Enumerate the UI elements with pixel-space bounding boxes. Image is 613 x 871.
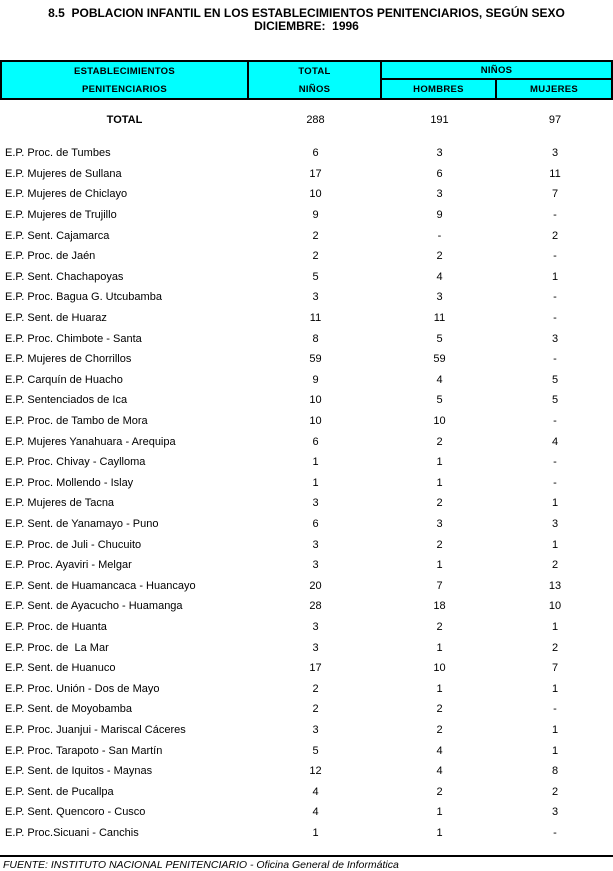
establishment-name-cell: E.P. Sent. Chachapoyas — [5, 270, 124, 283]
total-ninos-cell: 1 — [312, 456, 319, 469]
table-row — [0, 411, 613, 432]
mujeres-cell: 11 — [549, 167, 561, 180]
total-row-mujeres-value: 97 — [548, 113, 562, 126]
table-row — [0, 740, 613, 761]
hombres-cell: 2 — [436, 497, 443, 510]
establishment-name-cell: E.P. Proc. de Tambo de Mora — [5, 415, 148, 428]
hombres-cell: 2 — [436, 785, 443, 798]
mujeres-cell: 10 — [548, 600, 562, 613]
table-header — [0, 60, 613, 100]
total-ninos-cell: 10 — [309, 394, 322, 407]
table-row — [0, 308, 613, 329]
page-title-line1: 8.5 POBLACION INFANTIL EN LOS ESTABLECIMIENTOS PENITENCIARIOS, SEGÚN SEXO — [48, 6, 565, 20]
total-ninos-cell: 11 — [309, 312, 322, 325]
total-ninos-cell: 2 — [312, 703, 319, 716]
mujeres-cell: 3 — [551, 147, 559, 160]
total-ninos-cell: 9 — [312, 209, 319, 222]
total-ninos-cell: 10 — [309, 188, 322, 201]
mujeres-cell: 4 — [551, 435, 559, 448]
establishment-name-cell: E.P. Proc. Bagua G. Utcubamba — [5, 291, 162, 304]
establishment-name-cell: E.P. Proc. de La Mar — [5, 641, 109, 654]
establishment-name-cell: E.P. Sent. Cajamarca — [5, 229, 110, 242]
table-row — [0, 534, 613, 555]
hombres-cell: 2 — [436, 620, 443, 633]
hombres-cell: 4 — [436, 744, 443, 757]
total-ninos-cell: 28 — [309, 600, 322, 613]
mujeres-cell: 2 — [551, 559, 559, 572]
hombres-cell: 1 — [436, 476, 443, 489]
table-row — [0, 349, 613, 370]
column-header-establecimientos-line1: ESTABLECIMIENTOS — [73, 65, 176, 77]
mujeres-cell: 2 — [551, 229, 559, 242]
total-ninos-cell: 3 — [312, 559, 319, 572]
hombres-cell: 1 — [436, 826, 443, 839]
table-row — [0, 555, 613, 576]
hombres-cell: 3 — [436, 188, 443, 201]
table-row — [0, 596, 613, 617]
total-ninos-cell: 10 — [309, 415, 322, 428]
establishment-name-cell: E.P. Sent. de Iquitos - Maynas — [5, 765, 153, 778]
hombres-cell: 1 — [436, 682, 443, 695]
total-ninos-cell: 17 — [309, 167, 322, 180]
mujeres-cell: 5 — [551, 394, 559, 407]
total-ninos-cell: 3 — [312, 538, 319, 551]
hombres-cell: 1 — [436, 641, 443, 654]
establishment-name-cell: E.P. Proc. Unión - Dos de Mayo — [5, 682, 160, 695]
establishment-name-cell: E.P. Proc. Tarapoto - San Martín — [5, 744, 163, 757]
hombres-cell: 2 — [436, 250, 443, 263]
hombres-cell: 6 — [436, 167, 443, 180]
hombres-cell: 59 — [433, 353, 446, 366]
table-row — [0, 452, 613, 473]
hombres-cell: 2 — [436, 723, 443, 736]
establishment-name-cell: E.P. Sent. de Huaraz — [5, 312, 107, 325]
mujeres-cell: - — [553, 312, 557, 325]
establishment-name-cell: E.P. Mujeres de Sullana — [5, 167, 122, 180]
total-row-label: TOTAL — [106, 113, 143, 126]
table-row — [0, 493, 613, 514]
establishment-name-cell: E.P. Mujeres Yanahuara - Arequipa — [5, 435, 176, 448]
total-ninos-cell: 5 — [312, 744, 319, 757]
total-ninos-cell: 1 — [312, 826, 319, 839]
table-row — [0, 514, 613, 535]
mujeres-cell: 1 — [551, 538, 559, 551]
page-title — [0, 0, 613, 33]
establishment-name-cell: E.P. Sent. de Yanamayo - Puno — [5, 517, 159, 530]
mujeres-cell: - — [553, 415, 557, 428]
table-row — [0, 267, 613, 288]
mujeres-cell: 13 — [548, 579, 562, 592]
establishment-name-cell: E.P. Sentenciados de Ica — [5, 394, 128, 407]
total-ninos-cell: 3 — [312, 723, 319, 736]
total-ninos-cell: 3 — [312, 497, 319, 510]
table-row — [0, 699, 613, 720]
establishment-name-cell: E.P. Proc. Chimbote - Santa — [5, 332, 142, 345]
total-row-total-value: 288 — [306, 113, 325, 126]
mujeres-cell: - — [553, 456, 557, 469]
hombres-cell: 4 — [436, 373, 443, 386]
total-ninos-cell: 3 — [312, 291, 319, 304]
total-ninos-cell: 4 — [312, 785, 319, 798]
mujeres-cell: - — [553, 476, 557, 489]
table-row — [0, 143, 613, 164]
table-row — [0, 390, 613, 411]
column-header-hombres: HOMBRES — [382, 80, 497, 98]
table-row — [0, 184, 613, 205]
hombres-cell: 3 — [436, 291, 443, 304]
table-row — [0, 637, 613, 658]
table-row — [0, 761, 613, 782]
establishment-name-cell: E.P. Mujeres de Chorrillos — [5, 353, 132, 366]
table-row — [0, 225, 613, 246]
mujeres-cell: 1 — [551, 620, 559, 633]
establishment-name-cell: E.P. Sent. de Huanuco — [5, 662, 116, 675]
column-header-total-line2: NIÑOS — [298, 83, 331, 95]
mujeres-cell: - — [553, 826, 557, 839]
establishment-name-cell: E.P. Proc.Sicuani - Canchis — [5, 826, 139, 839]
establishment-name-cell: E.P. Sent. Quencoro - Cusco — [5, 806, 146, 819]
column-header-ninos-group: NIÑOS — [382, 62, 611, 80]
total-ninos-cell: 59 — [309, 353, 322, 366]
total-ninos-cell: 6 — [312, 517, 319, 530]
total-ninos-cell: 4 — [312, 806, 319, 819]
table-row — [0, 720, 613, 741]
column-header-total-ninos — [249, 62, 382, 98]
total-ninos-cell: 3 — [312, 620, 319, 633]
establishment-name-cell: E.P. Proc. de Tumbes — [5, 147, 111, 160]
mujeres-cell: 1 — [551, 682, 559, 695]
table-row — [0, 658, 613, 679]
mujeres-cell: 3 — [551, 517, 559, 530]
column-header-total-line1: TOTAL — [298, 65, 331, 77]
establishment-name-cell: E.P. Mujeres de Tacna — [5, 497, 115, 510]
mujeres-cell: 1 — [551, 744, 559, 757]
footer-divider — [0, 855, 613, 857]
mujeres-cell: - — [553, 250, 557, 263]
mujeres-cell: 5 — [551, 373, 559, 386]
total-ninos-cell: 17 — [309, 662, 322, 675]
table-row — [0, 678, 613, 699]
column-header-establecimientos-line2: PENITENCIARIOS — [82, 83, 167, 95]
hombres-cell: 7 — [436, 579, 443, 592]
total-ninos-cell: 5 — [312, 270, 319, 283]
hombres-cell: 4 — [436, 765, 443, 778]
establishment-name-cell: E.P. Proc. de Huanta — [5, 620, 107, 633]
mujeres-cell: - — [553, 209, 557, 222]
hombres-cell: 18 — [433, 600, 446, 613]
hombres-cell: 3 — [436, 517, 443, 530]
hombres-cell: 2 — [436, 703, 443, 716]
table-row — [0, 802, 613, 823]
source-note: FUENTE: INSTITUTO NACIONAL PENITENCIARIO - Oficina General de Informática — [3, 859, 399, 871]
hombres-cell: 9 — [436, 209, 443, 222]
hombres-cell: 5 — [436, 394, 443, 407]
table-row — [0, 781, 613, 802]
total-ninos-cell: 9 — [312, 373, 319, 386]
establishment-name-cell: E.P. Proc. de Juli - Chucuito — [5, 538, 142, 551]
total-ninos-cell: 20 — [309, 579, 322, 592]
total-ninos-cell: 1 — [312, 476, 319, 489]
mujeres-cell: 2 — [551, 785, 559, 798]
total-ninos-cell: 6 — [312, 435, 319, 448]
hombres-cell: 1 — [436, 559, 443, 572]
hombres-cell: 5 — [436, 332, 443, 345]
table-row — [0, 205, 613, 226]
establishment-name-cell: E.P. Sent. de Moyobamba — [5, 703, 132, 716]
mujeres-cell: 2 — [551, 641, 559, 654]
mujeres-cell: 3 — [551, 332, 559, 345]
mujeres-cell: 3 — [551, 806, 559, 819]
page-title-line2: DICIEMBRE: 1996 — [254, 19, 359, 33]
total-ninos-cell: 2 — [312, 250, 319, 263]
establishment-name-cell: E.P. Proc. de Jaén — [5, 250, 96, 263]
table-row — [0, 575, 613, 596]
hombres-cell: 10 — [433, 662, 446, 675]
establishment-name-cell: E.P. Sent. de Huamancaca - Huancayo — [5, 579, 196, 592]
table-row — [0, 370, 613, 391]
establishment-name-cell: E.P. Sent. de Ayacucho - Huamanga — [5, 600, 183, 613]
establishment-name-cell: E.P. Mujeres de Trujillo — [5, 209, 117, 222]
establishment-name-cell: E.P. Mujeres de Chiclayo — [5, 188, 128, 201]
mujeres-cell: 1 — [551, 497, 559, 510]
establishment-name-cell: E.P. Proc. Chivay - Caylloma — [5, 456, 146, 469]
hombres-cell: 11 — [433, 312, 446, 325]
total-ninos-cell: 2 — [312, 682, 319, 695]
mujeres-cell: 8 — [551, 765, 559, 778]
establishment-name-cell: E.P. Proc. Mollendo - Islay — [5, 476, 134, 489]
hombres-cell: 3 — [436, 147, 443, 160]
table-row — [0, 328, 613, 349]
table-row — [0, 287, 613, 308]
column-header-establecimientos — [2, 62, 249, 98]
establishment-name-cell: E.P. Carquín de Huacho — [5, 373, 123, 386]
total-ninos-cell: 3 — [312, 641, 319, 654]
mujeres-cell: - — [553, 353, 557, 366]
mujeres-cell: - — [553, 703, 557, 716]
establishment-name-cell: E.P. Proc. Ayaviri - Melgar — [5, 559, 132, 572]
total-ninos-cell: 8 — [312, 332, 319, 345]
establishment-name-cell: E.P. Sent. de Pucallpa — [5, 785, 114, 798]
table-row — [0, 246, 613, 267]
total-ninos-cell: 12 — [309, 765, 322, 778]
table-row — [0, 164, 613, 185]
hombres-cell: 10 — [433, 415, 446, 428]
hombres-cell: 4 — [436, 270, 443, 283]
mujeres-cell: - — [553, 291, 557, 304]
total-ninos-cell: 6 — [312, 147, 319, 160]
table-body — [0, 143, 613, 843]
mujeres-cell: 7 — [551, 662, 559, 675]
total-row — [0, 109, 613, 130]
hombres-cell: 2 — [436, 435, 443, 448]
hombres-cell: 1 — [436, 456, 443, 469]
total-row-hombres-value: 191 — [430, 113, 449, 126]
mujeres-cell: 7 — [551, 188, 559, 201]
table-row — [0, 473, 613, 494]
mujeres-cell: 1 — [551, 723, 559, 736]
table-row — [0, 431, 613, 452]
total-ninos-cell: 2 — [312, 229, 319, 242]
hombres-cell: 2 — [436, 538, 443, 551]
hombres-cell: - — [437, 229, 442, 242]
table-row — [0, 823, 613, 844]
establishment-name-cell: E.P. Proc. Juanjui - Mariscal Cáceres — [5, 723, 186, 736]
mujeres-cell: 1 — [551, 270, 559, 283]
hombres-cell: 1 — [436, 806, 443, 819]
column-header-mujeres: MUJERES — [529, 83, 579, 95]
table-row — [0, 617, 613, 638]
